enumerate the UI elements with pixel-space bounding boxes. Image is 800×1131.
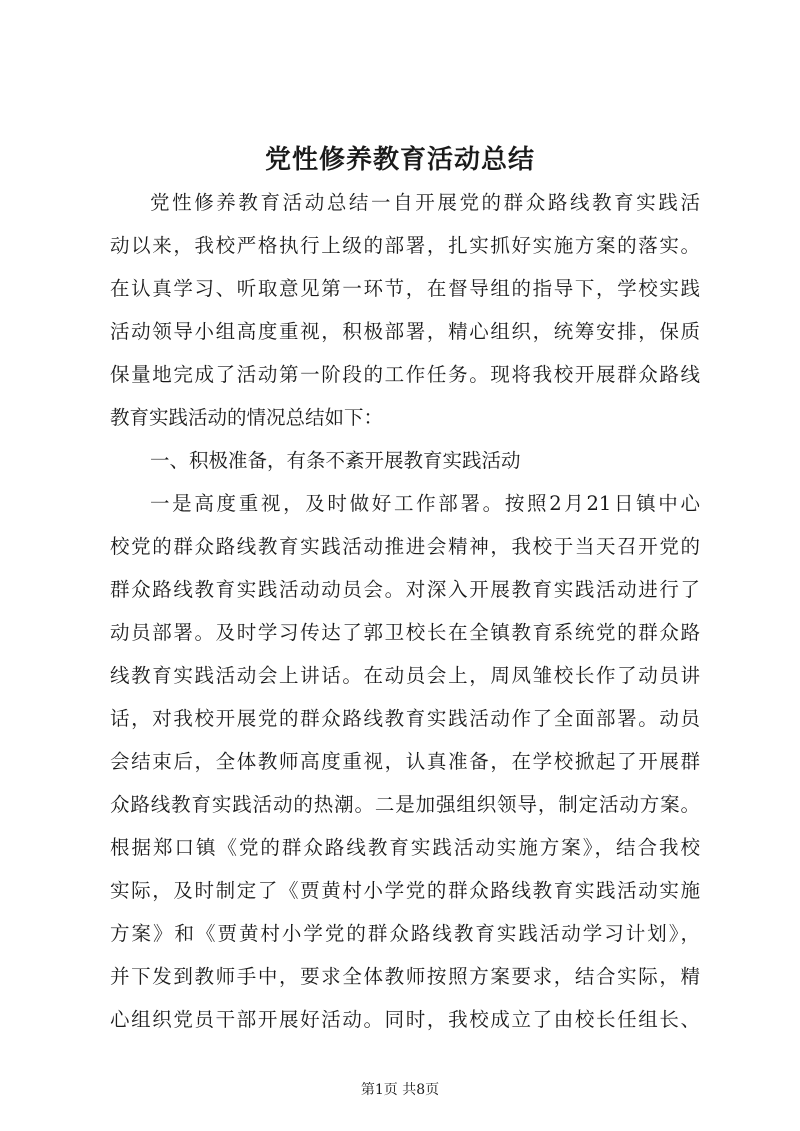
body-line: 保量地完成了活动第一阶段的工作任务。现将我校开展群众路线 [110,363,700,386]
body-line: 会结束后，全体教师高度重视，认真准备，在学校掀起了开展群 [110,750,700,773]
body-line: 并下发到教师手中，要求全体教师按照方案要求，结合实际，精 [110,965,700,988]
body-line: 线教育实践活动会上讲话。在动员会上，周凤雏校长作了动员讲 [110,664,700,687]
body-line: 根据郑口镇《党的群众路线教育实践活动实施方案》，结合我校 [110,836,700,859]
page-footer: 第1页 共8页 [360,1082,440,1098]
body-line: 心组织党员干部开展好活动。同时，我校成立了由校长任组长、 [110,1008,700,1031]
body-line: 群众路线教育实践活动动员会。对深入开展教育实践活动进行了 [110,578,700,601]
body-line: 一是高度重视，及时做好工作部署。按照2月21日镇中心 [150,492,700,515]
body-line: 话，对我校开展党的群众路线教育实践活动作了全面部署。动员 [110,707,700,730]
body-line: 方案》和《贾黄村小学党的群众路线教育实践活动学习计划》， [110,922,700,945]
body-line: 活动领导小组高度重视，积极部署，精心组织，统筹安排，保质 [110,320,700,343]
body-line: 党性修养教育活动总结一自开展党的群众路线教育实践活 [150,191,700,214]
section-heading: 一、积极准备，有条不紊开展教育实践活动 [150,449,521,472]
body-line: 实际，及时制定了《贾黄村小学党的群众路线教育实践活动实施 [110,879,700,902]
body-line: 教育实践活动的情况总结如下： [110,406,384,429]
body-line: 动员部署。及时学习传达了郭卫校长在全镇教育系统党的群众路 [110,621,700,644]
document-title: 党性修养教育活动总结 [264,145,535,175]
body-line: 在认真学习、听取意见第一环节，在督导组的指导下，学校实践 [110,277,700,300]
body-line: 动以来，我校严格执行上级的部署，扎实抓好实施方案的落实。 [110,234,700,257]
body-line: 校党的群众路线教育实践活动推进会精神，我校于当天召开党的 [110,535,700,558]
body-line: 众路线教育实践活动的热潮。二是加强组织领导，制定活动方案。 [110,793,700,816]
